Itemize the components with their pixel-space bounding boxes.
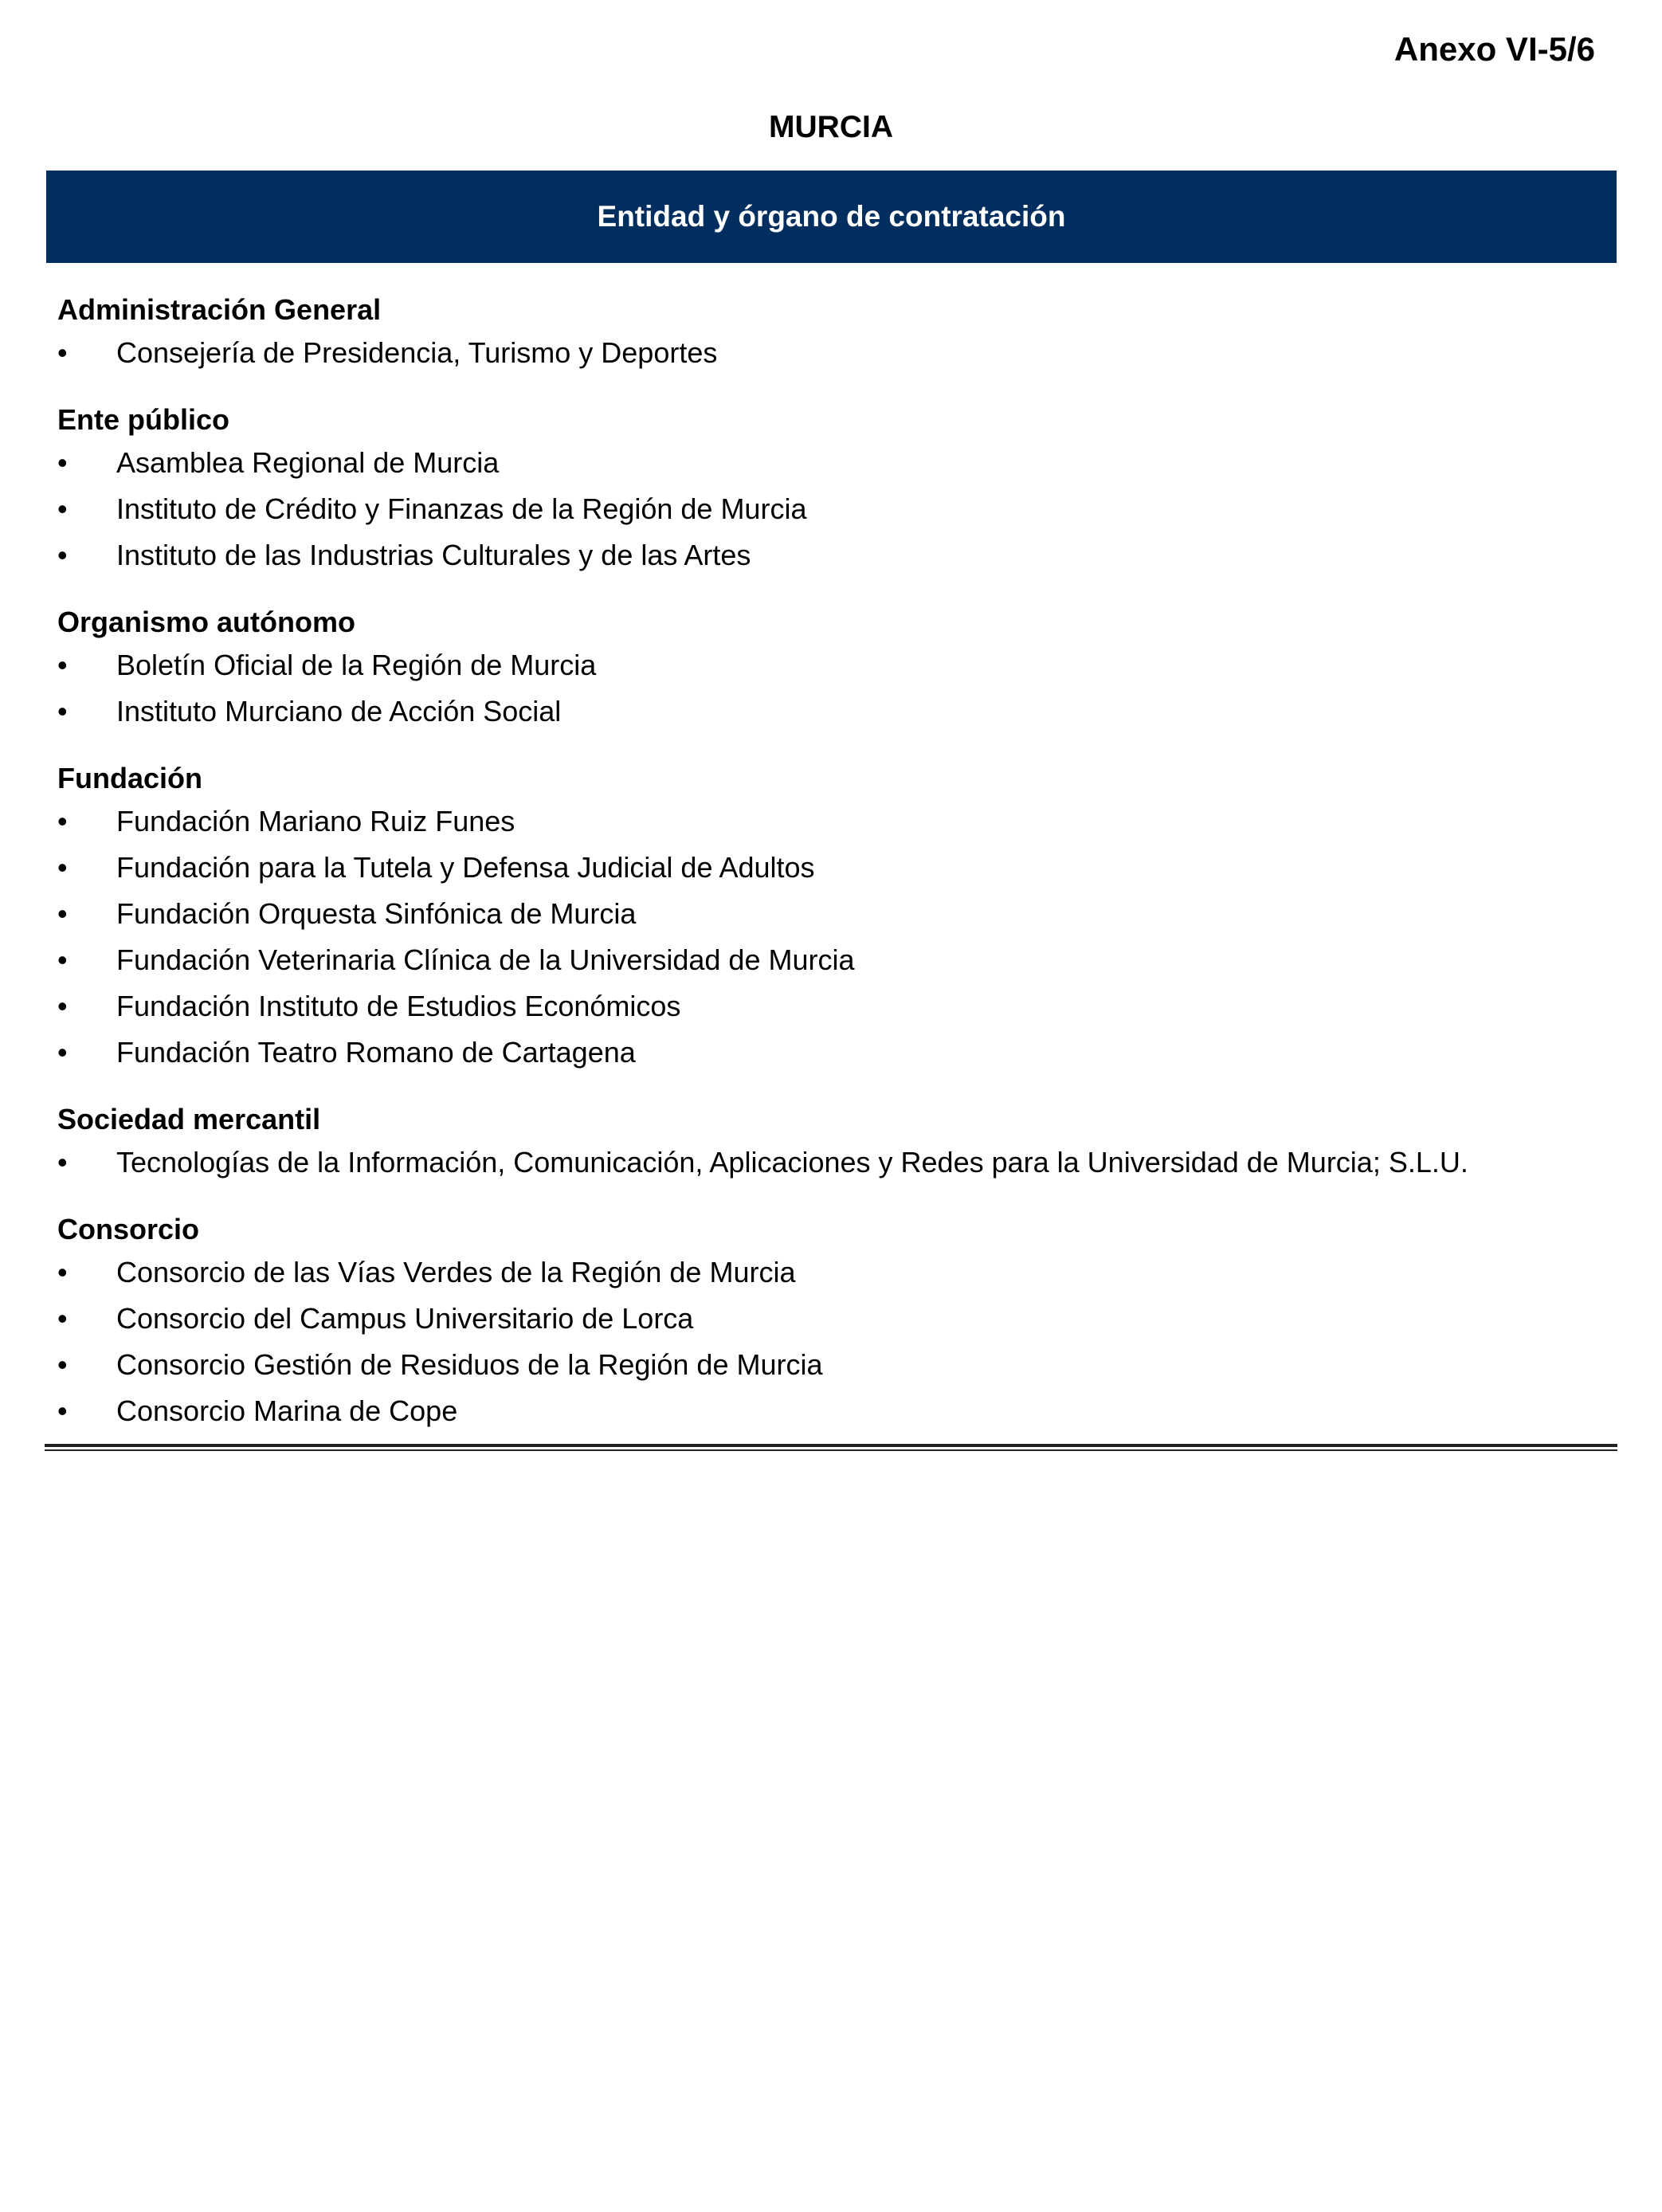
bullet-icon: • — [57, 1394, 68, 1427]
bullet-icon: • — [57, 649, 68, 681]
entity-name: Fundación Orquesta Sinfónica de Murcia — [116, 897, 637, 930]
entity-items — [57, 440, 1611, 578]
group-title: Sociedad mercantil — [57, 1103, 321, 1135]
bullet-icon: • — [57, 492, 68, 525]
entity-name: Consejería de Presidencia, Turismo y Deportes — [116, 336, 718, 369]
table-header-bar — [46, 171, 1617, 263]
bullet-icon: • — [57, 1302, 68, 1335]
entity-group — [57, 1100, 1611, 1186]
bullet-icon: • — [57, 446, 68, 479]
entity-name: Asamblea Regional de Murcia — [116, 446, 500, 479]
list-item — [57, 845, 1611, 891]
entity-group — [57, 759, 1611, 1076]
list-item — [57, 1296, 1611, 1342]
entity-name: Fundación Teatro Romano de Cartagena — [116, 1036, 636, 1069]
bullet-icon: • — [57, 851, 68, 884]
list-item — [57, 688, 1611, 735]
list-item — [57, 532, 1611, 578]
list-item — [57, 642, 1611, 688]
list-item — [57, 330, 1611, 376]
list-item — [57, 1030, 1611, 1076]
entity-name: Instituto de las Industrias Culturales y de las Artes — [116, 539, 751, 571]
entity-name: Consorcio Marina de Cope — [116, 1394, 458, 1427]
entity-name: Fundación Veterinaria Clínica de la Universidad de Murcia — [116, 943, 855, 976]
list-item — [57, 798, 1611, 845]
group-title: Administración General — [57, 293, 382, 326]
bullet-icon: • — [57, 1036, 68, 1069]
entity-list — [57, 290, 1611, 1458]
entity-items — [57, 1139, 1611, 1186]
group-title: Organismo autónomo — [57, 606, 356, 638]
entity-name: Fundación para la Tutela y Defensa Judicial de Adultos — [116, 851, 815, 884]
bullet-icon: • — [57, 695, 68, 728]
entity-name: Instituto Murciano de Acción Social — [116, 695, 562, 728]
bullet-icon: • — [57, 539, 68, 571]
region-title: MURCIA — [769, 110, 893, 144]
entity-name: Instituto de Crédito y Finanzas de la Región de Murcia — [116, 492, 807, 525]
entity-name: Consorcio Gestión de Residuos de la Región de Murcia — [116, 1348, 823, 1381]
entity-name: Fundación Instituto de Estudios Económicos — [116, 990, 681, 1022]
list-item — [57, 983, 1611, 1030]
entity-group — [57, 602, 1611, 735]
bullet-icon: • — [57, 1348, 68, 1381]
list-item — [57, 440, 1611, 486]
entity-name: Consorcio de las Vías Verdes de la Región de Murcia — [116, 1256, 796, 1288]
list-item — [57, 1388, 1611, 1434]
list-item — [57, 937, 1611, 983]
entity-items — [57, 798, 1611, 1076]
entity-group — [57, 290, 1611, 376]
group-title: Ente público — [57, 403, 229, 436]
entity-group — [57, 400, 1611, 578]
list-item — [57, 1249, 1611, 1296]
bullet-icon: • — [57, 1256, 68, 1288]
bullet-icon: • — [57, 943, 68, 976]
entity-items — [57, 1249, 1611, 1434]
bullet-icon: • — [57, 990, 68, 1022]
bullet-icon: • — [57, 336, 68, 369]
table-header-text: Entidad y órgano de contratación — [597, 200, 1066, 233]
entity-name: Tecnologías de la Información, Comunicación, Aplicaciones y Redes para la Universidad de Murcia; S.L.U. — [116, 1146, 1468, 1179]
entity-name: Boletín Oficial de la Región de Murcia — [116, 649, 597, 681]
bullet-icon: • — [57, 1146, 68, 1179]
list-item — [57, 486, 1611, 532]
entity-group — [57, 1210, 1611, 1434]
end-rule-divider — [45, 1444, 1617, 1451]
bullet-icon: • — [57, 805, 68, 837]
group-title: Consorcio — [57, 1213, 200, 1245]
list-item — [57, 891, 1611, 937]
entity-items — [57, 642, 1611, 735]
entity-name: Consorcio del Campus Universitario de Lorca — [116, 1302, 694, 1335]
list-item — [57, 1342, 1611, 1388]
group-title: Fundación — [57, 762, 202, 794]
bullet-icon: • — [57, 897, 68, 930]
entity-items — [57, 330, 1611, 376]
annex-label: Anexo VI-5/6 — [1393, 30, 1595, 68]
list-item — [57, 1139, 1611, 1186]
entity-name: Fundación Mariano Ruiz Funes — [116, 805, 515, 837]
